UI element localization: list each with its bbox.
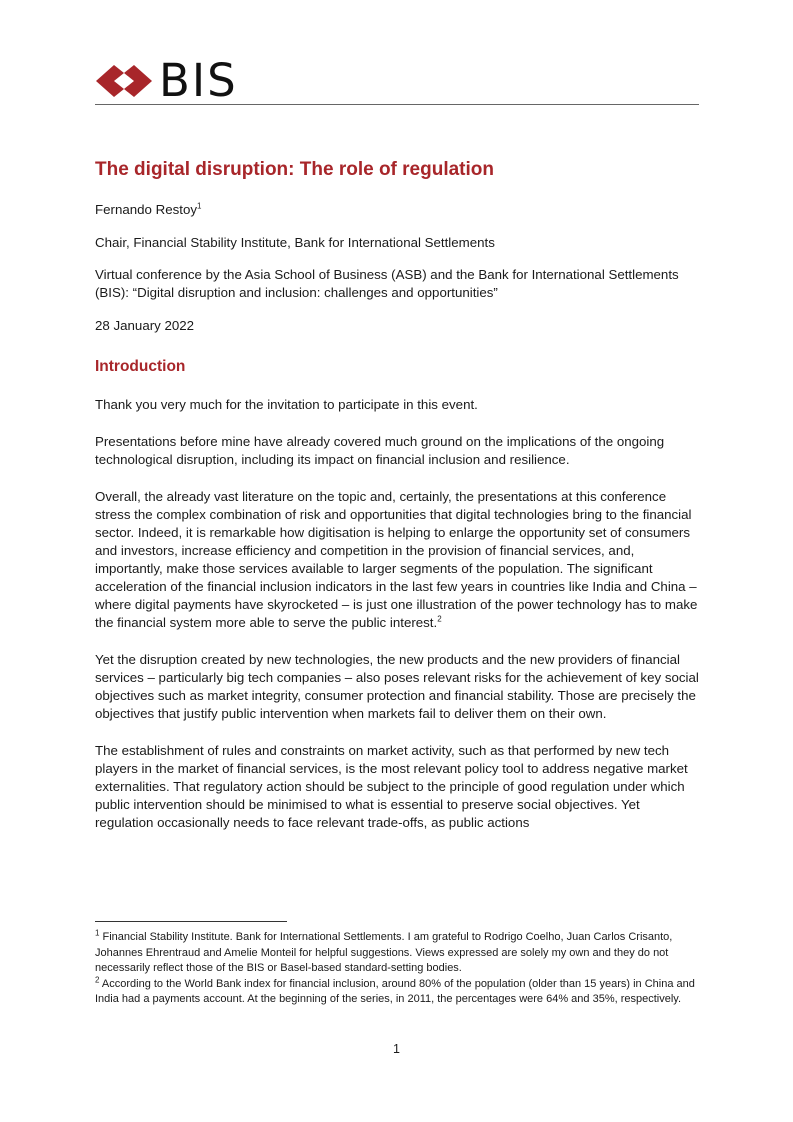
paragraph-4: Yet the disruption created by new technologies, the new products and the new providers of financial services – particularly big tech companies – also poses relevant risks for the achievement of key social objectives such as market integrity, consumer protection and financial stability. Those are precisely the objectives that justify public intervention when markets fail to deliver them on their own.: [95, 652, 699, 721]
conference-venue: Virtual conference by the Asia School of Business (ASB) and the Bank for International Settlements (BIS): “Digital disruption and inclusion: challenges and opportunities”: [95, 267, 679, 300]
footnote-1-text: Financial Stability Institute. Bank for International Settlements. I am grateful to Rodrigo Coelho, Juan Carlos Crisanto, Johannes Ehrentraud and Amelie Monteil for helpful suggestions. Views expressed are solely my own and they do not necessarily reflect those of the BIS or Basel-based standard-setting bodies.: [95, 931, 673, 974]
footnote-1: [95, 930, 699, 977]
footnote-1-number: 1: [95, 928, 100, 938]
footnote-divider: [95, 921, 287, 922]
footnote-ref-1: 1: [197, 201, 202, 211]
paragraph-2: Presentations before mine have already covered much ground on the implications of the ongoing technological disruption, including its impact on financial inclusion and resilience.: [95, 434, 665, 467]
paragraph-1: Thank you very much for the invitation to participate in this event.: [95, 397, 478, 412]
author-affiliation: Chair, Financial Stability Institute, Bank for International Settlements: [95, 235, 495, 250]
page-number: 1: [393, 1042, 400, 1056]
footnotes: [95, 930, 699, 1008]
paragraph-5: The establishment of rules and constraints on market activity, such as that performed by new tech players in the market of financial services, is the most relevant policy tool to address negative market externalities. That regulatory action should be subject to the principle of good regulation under which public intervention should be minimised to what is essential to preserve social objectives. Yet regulation occasionally needs to face relevant trade-offs, as public actions: [95, 743, 688, 830]
speech-date: 28 January 2022: [95, 318, 195, 333]
footnote-ref-2: 2: [437, 614, 442, 624]
document-title: The digital disruption: The role of regulation: [95, 159, 494, 180]
footnote-2: [95, 974, 699, 1008]
bis-logo-text: BIS: [159, 54, 238, 107]
author-line: [95, 201, 699, 219]
document-body: [95, 158, 699, 832]
header-divider: [95, 104, 699, 105]
paragraph-3-text: Overall, the already vast literature on the topic and, certainly, the presentations at this conference stress the complex combination of risk and opportunities that digital technologies bring to the financial sector. Indeed, it is remarkable how digitisation is helping to enlarge the opportunity set of consumers and investors, increase efficiency and competition in the provision of financial services, and, importantly, make those services available to larger segments of the population. The significant acceleration of the financial inclusion indicators in the last few years in countries like India and China – where digital payments have skyrocketed – is just one illustration of the power technology has to make the financial system more able to serve the public interest.: [95, 489, 698, 630]
footnote-2-text: According to the World Bank index for financial inclusion, around 80% of the population (older than 15 years) in China and India had a payments account. At the beginning of the series, in 2011, the percentages were 64% and 35%, respectively.: [95, 977, 695, 1005]
footnote-2-number: 2: [95, 974, 100, 984]
author-name: Fernando Restoy: [95, 202, 197, 217]
bis-logo-mark-icon: [95, 61, 153, 101]
section-heading-introduction: Introduction: [95, 358, 186, 375]
paragraph-3: [95, 488, 699, 632]
bis-logo: [95, 54, 238, 107]
